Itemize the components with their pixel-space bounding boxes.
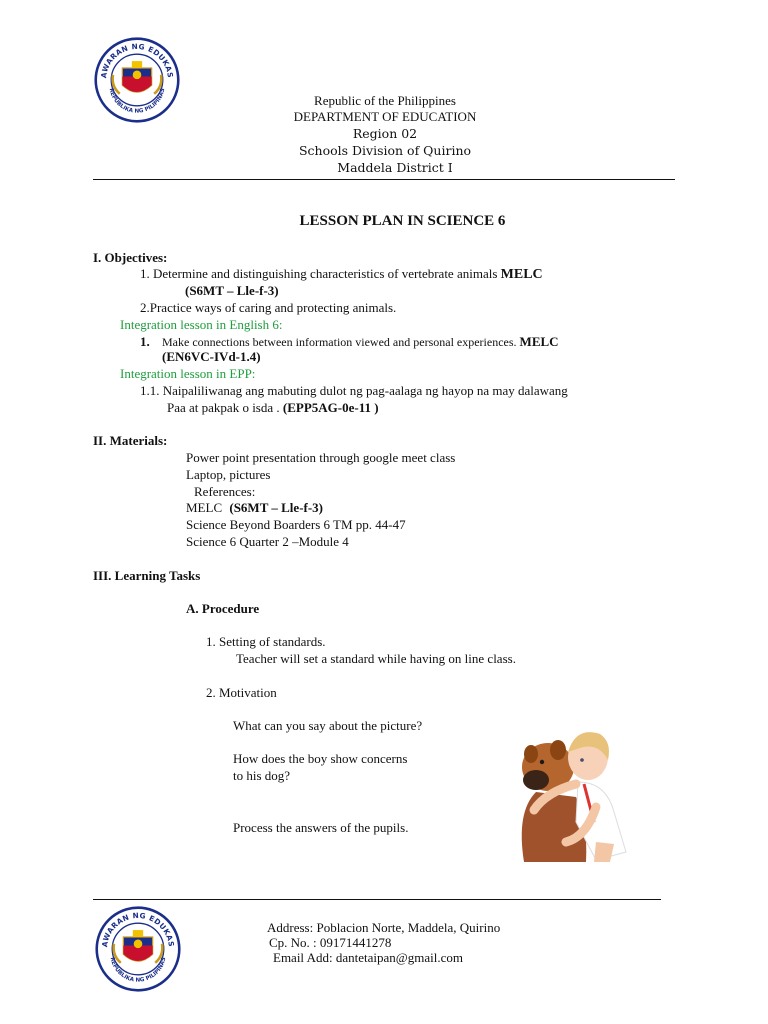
epp-integration-label: Integration lesson in EPP: bbox=[120, 366, 256, 381]
child-hugging-dog-image bbox=[476, 712, 646, 864]
reference-2: Science 6 Quarter 2 –Module 4 bbox=[186, 534, 349, 549]
objective-1-melc: MELC bbox=[500, 267, 543, 282]
svg-text:KAGAWARAN NG EDUKASYON: AWARAN NG EDUKAS bbox=[99, 41, 175, 79]
english-item-code: (EN6VC-IVd-1.4) bbox=[162, 349, 261, 364]
english-item-number: 1. bbox=[140, 334, 150, 349]
epp-item-line1: 1.1. Naipaliliwanag ang mabuting dulot ng pag-aalaga ng hayop na may dalawang bbox=[140, 383, 568, 398]
deped-seal-logo-footer bbox=[95, 906, 181, 992]
svg-text:REPUBLIKA NG PILIPINAS: REPUBLIKA NG PILIPINAS bbox=[107, 87, 167, 115]
footer-address: Address: Poblacion Norte, Maddela, Quirino bbox=[267, 920, 501, 935]
footer-email: Email Add: dantetaipan@gmail.com bbox=[273, 950, 463, 965]
objective-1-code: (S6MT – Lle-f-3) bbox=[185, 283, 279, 298]
procedure-heading: A. Procedure bbox=[186, 601, 260, 616]
question-1: What can you say about the picture? bbox=[233, 718, 423, 733]
materials-line-1: Power point presentation through google meet class bbox=[186, 450, 456, 465]
materials-line-2: Laptop, pictures bbox=[186, 467, 271, 482]
objectives-heading: I. Objectives: bbox=[93, 250, 168, 265]
english-item-text: Make connections between information viewed and personal experiences. bbox=[162, 335, 517, 349]
objective-2: 2.Practice ways of caring and protecting animals. bbox=[140, 300, 397, 315]
header-region: Region 02 bbox=[352, 126, 418, 141]
svg-text:REPUBLIKA NG PILIPINAS: REPUBLIKA NG PILIPINAS bbox=[108, 956, 168, 984]
header-department: DEPARTMENT OF EDUCATION bbox=[293, 109, 477, 124]
deped-seal-logo bbox=[94, 37, 180, 123]
epp-item-text: Paa at pakpak o isda . bbox=[167, 400, 280, 415]
english-item bbox=[162, 334, 559, 350]
objective-1-text: 1. Determine and distinguishing characteristics of vertebrate animals bbox=[140, 266, 498, 281]
materials-heading: II. Materials: bbox=[93, 433, 168, 448]
reference-1: Science Beyond Boarders 6 TM pp. 44-47 bbox=[186, 517, 406, 532]
svg-text:KAGAWARAN NG EDUKASYON: AWARAN NG EDUKAS bbox=[100, 910, 176, 948]
epp-item-code: (EPP5AG-0e-11 ) bbox=[282, 400, 379, 415]
footer-divider bbox=[93, 899, 661, 900]
process-answers: Process the answers of the pupils. bbox=[233, 820, 409, 835]
header-division: Schools Division of Quirino bbox=[298, 143, 472, 158]
step-2: 2. Motivation bbox=[206, 685, 277, 700]
melc-reference-label: MELC bbox=[186, 500, 223, 515]
page-title: LESSON PLAN IN SCIENCE 6 bbox=[299, 213, 506, 229]
melc-reference-code: (S6MT – Lle-f-3) bbox=[229, 500, 324, 515]
step-1: 1. Setting of standards. bbox=[206, 634, 326, 649]
step-1-detail: Teacher will set a standard while having on line class. bbox=[236, 651, 516, 666]
header-district: Maddela District I bbox=[337, 160, 453, 175]
question-2-line1: How does the boy show concerns bbox=[233, 751, 408, 766]
english-item-melc: MELC bbox=[519, 334, 559, 349]
header-divider bbox=[93, 179, 675, 180]
footer-phone: Cp. No. : 09171441278 bbox=[269, 935, 392, 950]
references-label: References: bbox=[194, 484, 256, 499]
epp-item-line2 bbox=[167, 400, 379, 416]
english-integration-label: Integration lesson in English 6: bbox=[120, 317, 283, 332]
question-2-line2: to his dog? bbox=[233, 768, 291, 783]
header-republic: Republic of the Philippines bbox=[314, 93, 456, 108]
learning-tasks-heading: III. Learning Tasks bbox=[93, 568, 201, 583]
objective-1 bbox=[140, 266, 543, 283]
melc-reference bbox=[186, 500, 323, 516]
